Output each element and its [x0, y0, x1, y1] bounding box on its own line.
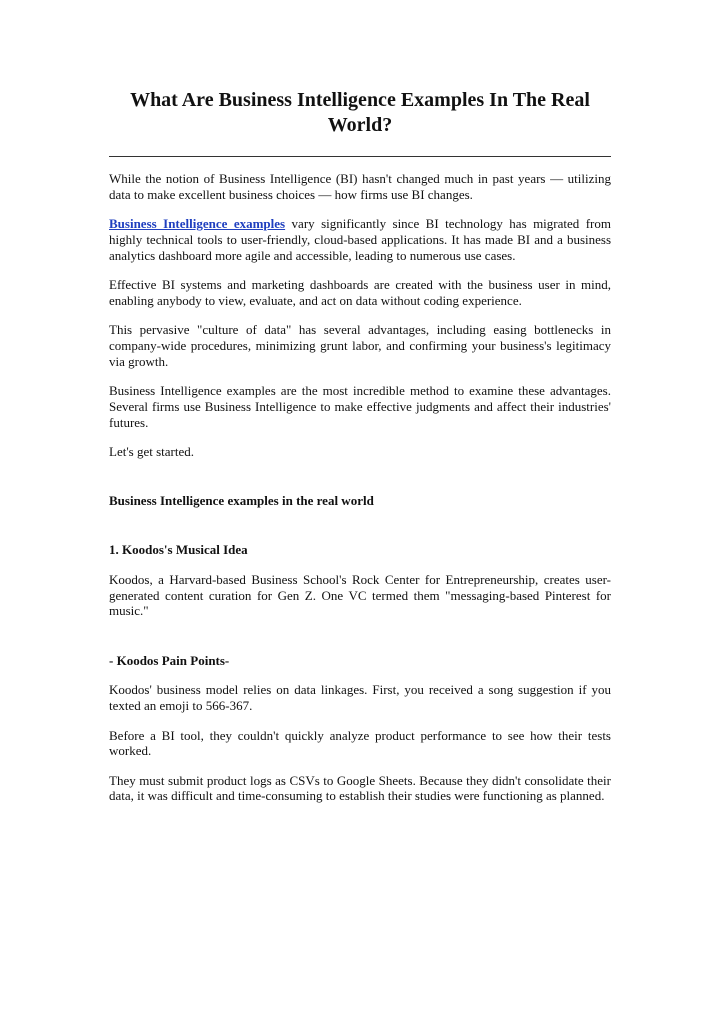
title-divider — [109, 156, 611, 157]
bi-examples-paragraph-text: vary significantly since BI technology has migrated from highly technical tools to user-friendly, cloud-based applications. It has made BI and a business analytics dashboard more agile and accessible, leading to numerous use cases. — [109, 216, 611, 263]
business-intelligence-examples-link[interactable]: Business Intelligence examples — [109, 216, 286, 232]
pain-points-heading: - Koodos Pain Points- — [109, 653, 230, 669]
pain-points-paragraph-1: Koodos' business model relies on data linkages. First, you received a song suggestion if you texted an emoji to 566-367. — [109, 682, 611, 714]
culture-of-data-paragraph: This pervasive "culture of data" has several advantages, including easing bottlenecks in company-wide procedures, minimizing grunt labor, and confirming your business's legitimacy via growth. — [109, 322, 611, 369]
advantages-paragraph: Business Intelligence examples are the most incredible method to examine these advantages. Several firms use Business Intelligence to make effective judgments and affect their industries' futures. — [109, 382, 611, 430]
pain-points-paragraph-2: Before a BI tool, they couldn't quickly analyze product performance to see how their tests worked. — [109, 727, 611, 759]
document-page — [109, 88, 611, 804]
bi-examples-paragraph — [109, 216, 611, 263]
effective-bi-paragraph: Effective BI systems and marketing dashboards are created with the business user in mind, enabling anybody to view, evaluate, and act on data without coding experience. — [109, 276, 611, 308]
pain-points-paragraph-3: They must submit product logs as CSVs to Google Sheets. Because they didn't consolidate their data, it was difficult and time-consuming to establish their studies were functioning as planned. — [109, 772, 611, 804]
koodos-paragraph: Koodos, a Harvard-based Business School's Rock Center for Entrepreneurship, creates user-generated content curation for Gen Z. One VC termed them "messaging-based Pinterest for music." — [109, 571, 611, 619]
intro-paragraph: While the notion of Business Intelligence (BI) hasn't changed much in past years — utilizing data to make excellent business choices — how firms use BI changes. — [109, 171, 611, 202]
get-started-paragraph: Let's get started. — [109, 443, 195, 459]
document-title: What Are Business Intelligence Examples In The Real World? — [130, 89, 590, 136]
koodos-heading: 1. Koodos's Musical Idea — [109, 542, 248, 558]
section-heading: Business Intelligence examples in the real world — [109, 492, 374, 508]
